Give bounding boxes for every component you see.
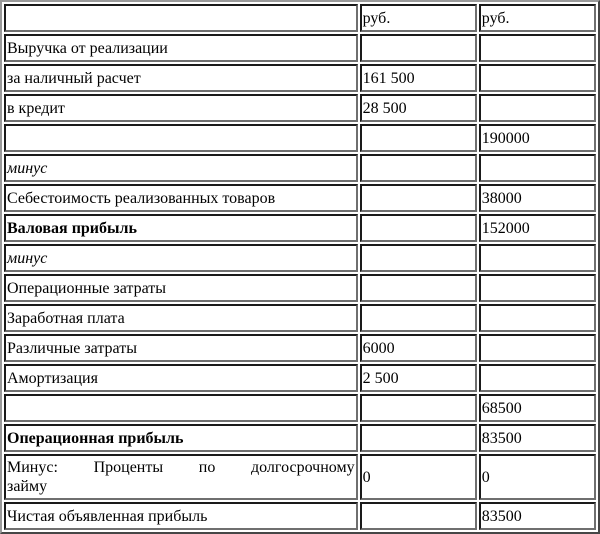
row-label [4, 124, 358, 152]
row-value-b [479, 304, 596, 332]
row-value-a: 2 500 [360, 364, 477, 392]
row-value-a [360, 244, 477, 272]
row-label: Валовая прибыль [4, 214, 358, 242]
row-value-a: 28 500 [360, 94, 477, 122]
row-value-a [360, 502, 477, 530]
row-value-b: 0 [479, 454, 596, 500]
row-label: Себестоимость реализованных товаров [4, 184, 358, 212]
row-value-a [360, 424, 477, 452]
table-row [4, 274, 596, 302]
row-value-b: 83500 [479, 424, 596, 452]
row-value-a: 6000 [360, 334, 477, 362]
row-label: Заработная плата [4, 304, 358, 332]
table-row [4, 184, 596, 212]
header-col-b: руб. [479, 4, 596, 32]
row-label: Операционные затраты [4, 274, 358, 302]
row-value-b [479, 94, 596, 122]
row-label-line1: Минус: Проценты по долгосрочному [7, 459, 355, 476]
row-value-a [360, 304, 477, 332]
row-value-a: 0 [360, 454, 477, 500]
row-value-b [479, 364, 596, 392]
row-value-a [360, 154, 477, 182]
row-value-b [479, 244, 596, 272]
table-row [4, 244, 596, 272]
table-row [4, 394, 596, 422]
row-label: минус [4, 154, 358, 182]
row-value-a [360, 214, 477, 242]
row-value-b: 68500 [479, 394, 596, 422]
row-value-a [360, 34, 477, 62]
table-row [4, 424, 596, 452]
row-value-a [360, 184, 477, 212]
row-value-b: 38000 [479, 184, 596, 212]
row-value-b [479, 334, 596, 362]
row-label [4, 394, 358, 422]
row-value-a: 161 500 [360, 64, 477, 92]
row-label: Различные затраты [4, 334, 358, 362]
row-value-b [479, 34, 596, 62]
table-row [4, 154, 596, 182]
table-row [4, 454, 596, 500]
table-row [4, 124, 596, 152]
row-label: в кредит [4, 94, 358, 122]
table-row [4, 214, 596, 242]
table-row [4, 334, 596, 362]
header-row [4, 4, 596, 32]
row-label [4, 454, 358, 500]
row-label: минус [4, 244, 358, 272]
row-value-b: 83500 [479, 502, 596, 530]
row-value-a [360, 394, 477, 422]
row-value-a [360, 274, 477, 302]
row-value-b [479, 64, 596, 92]
table-row [4, 64, 596, 92]
table-row [4, 94, 596, 122]
table-row [4, 34, 596, 62]
row-label: за наличный расчет [4, 64, 358, 92]
header-col-a: руб. [360, 4, 477, 32]
row-value-a [360, 124, 477, 152]
row-label: Выручка от реализации [4, 34, 358, 62]
row-label-line2: займу [7, 478, 48, 495]
row-value-b: 190000 [479, 124, 596, 152]
row-value-b: 152000 [479, 214, 596, 242]
table-row [4, 502, 596, 530]
row-label: Операционная прибыль [4, 424, 358, 452]
row-label: Чистая объявленная прибыль [4, 502, 358, 530]
table-row [4, 304, 596, 332]
row-label: Амортизация [4, 364, 358, 392]
header-label-cell [4, 4, 358, 32]
table-row [4, 364, 596, 392]
row-value-b [479, 154, 596, 182]
row-value-b [479, 274, 596, 302]
